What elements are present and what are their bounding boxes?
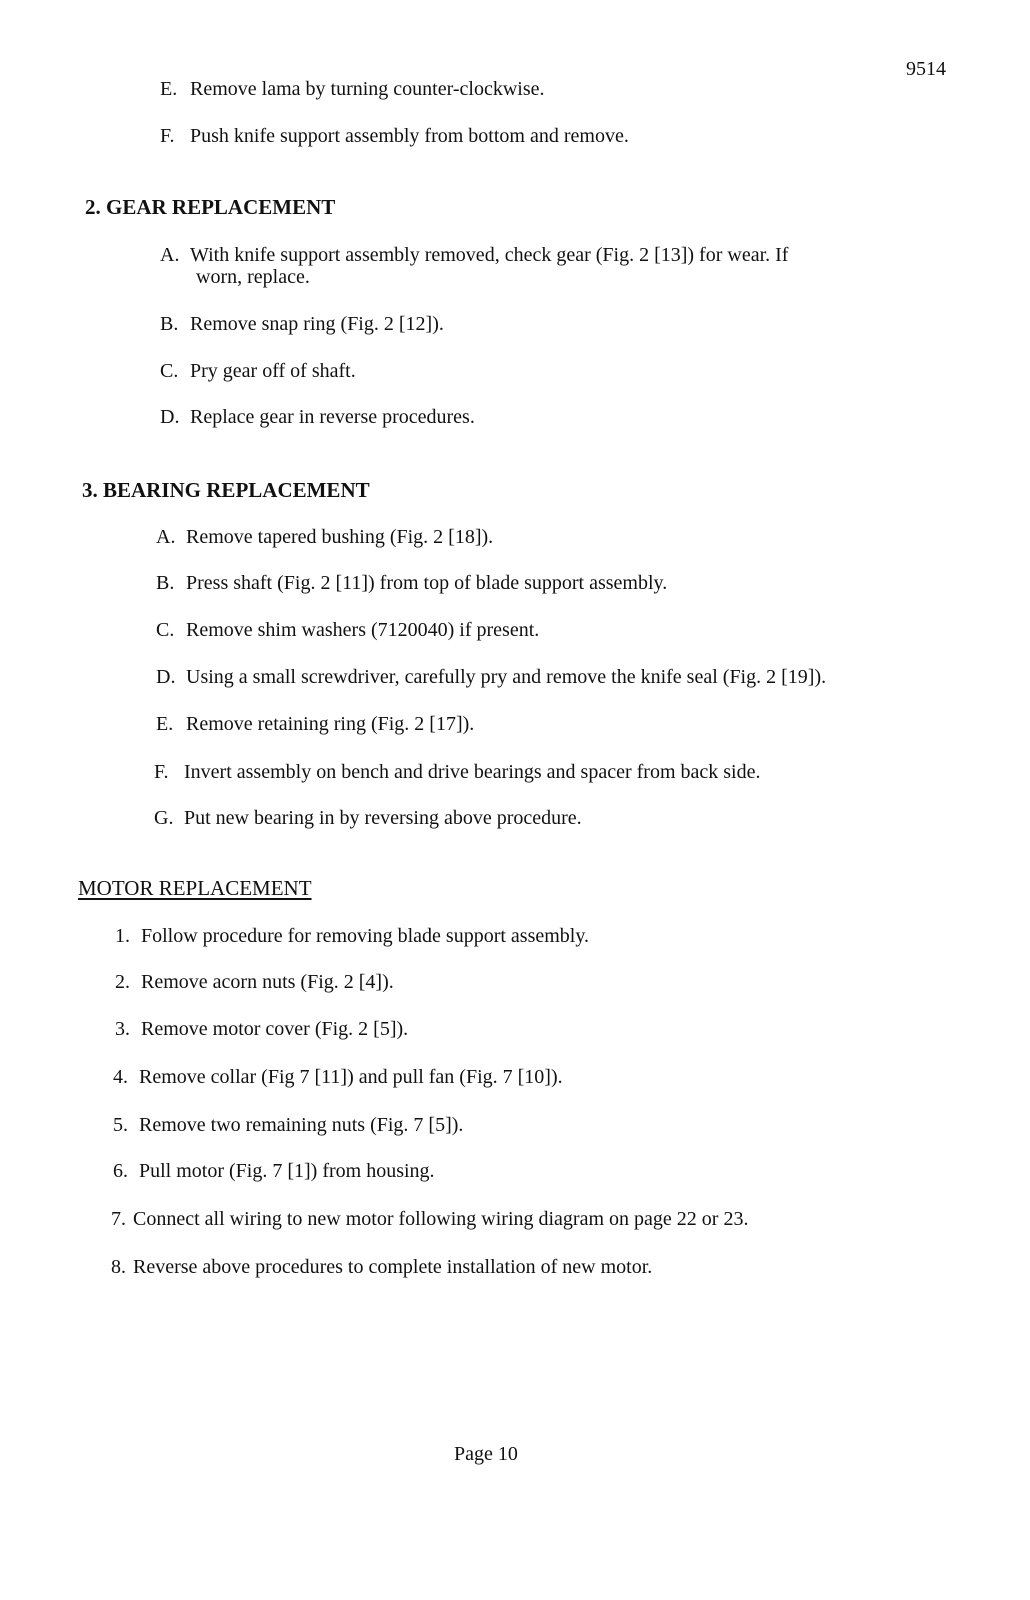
item-number: 3.: [115, 1018, 130, 1040]
list-item: [115, 1018, 408, 1040]
section-heading-motor: MOTOR REPLACEMENT: [78, 876, 312, 900]
item-number: 1.: [115, 925, 130, 947]
item-text: Using a small screwdriver, carefully pry and remove the knife seal (Fig. 2 [19]).: [186, 666, 827, 688]
item-text: Pull motor (Fig. 7 [1]) from housing.: [139, 1160, 435, 1182]
item-letter: F.: [160, 125, 175, 147]
list-item: [111, 1208, 748, 1230]
item-text: Connect all wiring to new motor following wiring diagram on page 22 or 23.: [133, 1208, 749, 1230]
list-item: [111, 1256, 652, 1278]
item-text: Remove shim washers (7120040) if present.: [186, 619, 540, 641]
item-text: Invert assembly on bench and drive bearings and spacer from back side.: [184, 761, 761, 783]
list-item: [113, 1114, 463, 1136]
item-number: 2.: [115, 971, 130, 993]
item-text-continued: worn, replace.: [196, 266, 310, 288]
item-letter: B.: [160, 313, 179, 335]
item-text: Remove retaining ring (Fig. 2 [17]).: [186, 713, 475, 735]
item-text: Press shaft (Fig. 2 [11]) from top of blade support assembly.: [186, 572, 668, 594]
item-text: Remove acorn nuts (Fig. 2 [4]).: [141, 971, 394, 993]
item-text: Remove motor cover (Fig. 2 [5]).: [141, 1018, 409, 1040]
item-number: 7.: [111, 1208, 126, 1230]
item-text: Remove collar (Fig 7 [11]) and pull fan (Fig. 7 [10]).: [139, 1066, 563, 1088]
list-item: [113, 1160, 435, 1182]
item-number: 4.: [113, 1066, 128, 1088]
list-item: [160, 244, 788, 288]
list-item: [156, 619, 539, 641]
list-item: [156, 713, 474, 735]
list-item: [115, 925, 589, 947]
document-number: 9514: [906, 58, 946, 80]
section-heading-gear: 2. GEAR REPLACEMENT: [85, 195, 336, 219]
item-letter: A.: [156, 526, 176, 548]
item-text: Remove snap ring (Fig. 2 [12]).: [190, 313, 444, 335]
item-letter: C.: [160, 360, 179, 382]
item-letter: E.: [160, 78, 178, 100]
item-letter: B.: [156, 572, 175, 594]
list-item: [156, 526, 493, 548]
item-text: Remove lama by turning counter-clockwise.: [190, 78, 545, 100]
list-item: [160, 313, 444, 335]
list-item: [160, 360, 356, 382]
item-text: Pry gear off of shaft.: [190, 360, 356, 382]
item-letter: A.: [160, 244, 180, 266]
item-letter: D.: [156, 666, 176, 688]
list-item: [156, 666, 826, 688]
page-number: Page 10: [454, 1443, 518, 1465]
item-number: 5.: [113, 1114, 128, 1136]
list-item: [160, 78, 545, 100]
item-text: With knife support assembly removed, check gear (Fig. 2 [13]) for wear. If: [190, 244, 789, 266]
list-item: [156, 572, 667, 594]
list-item: [115, 971, 394, 993]
item-letter: G.: [154, 807, 174, 829]
item-letter: E.: [156, 713, 174, 735]
item-text: Remove tapered bushing (Fig. 2 [18]).: [186, 526, 494, 548]
item-number: 6.: [113, 1160, 128, 1182]
list-item: [160, 406, 475, 428]
item-letter: F.: [154, 761, 169, 783]
list-item: [154, 807, 582, 829]
item-text: Put new bearing in by reversing above procedure.: [184, 807, 582, 829]
item-text: Follow procedure for removing blade support assembly.: [141, 925, 590, 947]
item-text: Replace gear in reverse procedures.: [190, 406, 475, 428]
list-item: [160, 125, 629, 147]
item-text: Push knife support assembly from bottom and remove.: [190, 125, 629, 147]
item-text: Remove two remaining nuts (Fig. 7 [5]).: [139, 1114, 464, 1136]
item-text: Reverse above procedures to complete installation of new motor.: [133, 1256, 653, 1278]
list-item: [113, 1066, 563, 1088]
item-number: 8.: [111, 1256, 126, 1278]
section-heading-bearing: 3. BEARING REPLACEMENT: [82, 478, 370, 502]
item-letter: C.: [156, 619, 175, 641]
item-letter: D.: [160, 406, 180, 428]
list-item: [154, 761, 760, 783]
